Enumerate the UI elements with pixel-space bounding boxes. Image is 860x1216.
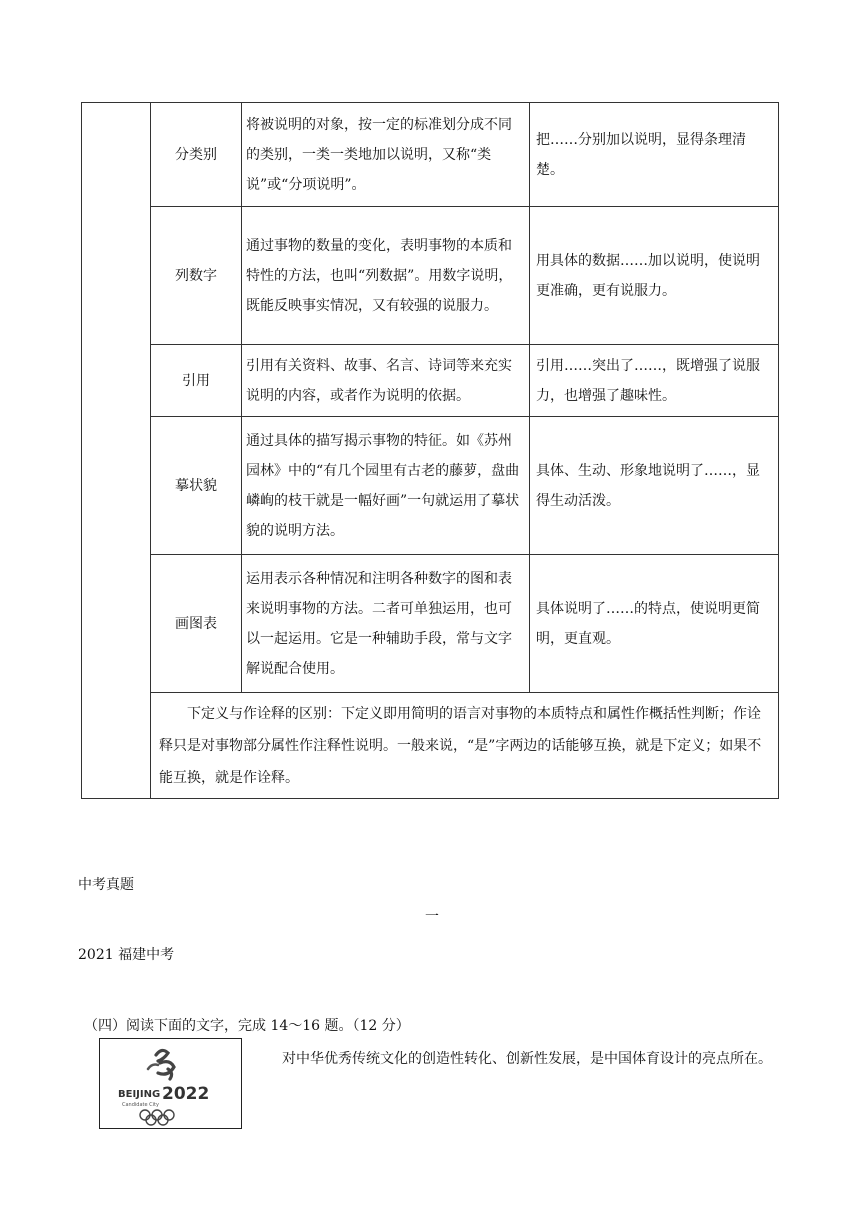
method-description: 运用表示各种情况和注明各种数字的图和表来说明事物的方法。二者可单独运用，也可以一起运用。它是一种辅助手段，常与文字解说配合使用。 bbox=[242, 555, 530, 693]
explanation-methods-table bbox=[81, 102, 779, 799]
table-row bbox=[82, 345, 779, 417]
reading-passage: 对中华优秀传统文化的创造性转化、创新性发展，是中国体育设计的亮点所在。 bbox=[282, 1051, 772, 1067]
method-effect: 引用……突出了……，既增强了说服力，也增强了趣味性。 bbox=[530, 345, 779, 417]
method-description: 通过事物的数量的变化，表明事物的本质和特性的方法，也叫“列数据”。用数字说明，既能反映事实情况，又有较强的说服力。 bbox=[242, 207, 530, 345]
method-name: 摹状貌 bbox=[151, 417, 242, 555]
method-name: 画图表 bbox=[151, 555, 242, 693]
logo-year-text: 2022 bbox=[162, 1084, 210, 1104]
section-heading: 中考真题 bbox=[78, 877, 134, 893]
logo-graphic bbox=[100, 1039, 241, 1128]
method-effect: 具体、生动、形象地说明了……，显得生动活泼。 bbox=[530, 417, 779, 555]
table-row bbox=[82, 207, 779, 345]
olympic-rings-icon bbox=[140, 1110, 174, 1125]
method-effect: 把……分别加以说明，显得条理清楚。 bbox=[530, 103, 779, 207]
method-description: 通过具体的描写揭示事物的特征。如《苏州园林》中的“有几个园里有古老的藤萝，盘曲嶙峋的枝干就是一幅好画”一句就运用了摹状貌的说明方法。 bbox=[242, 417, 530, 555]
method-name: 列数字 bbox=[151, 207, 242, 345]
method-name: 引用 bbox=[151, 345, 242, 417]
method-description: 将被说明的对象，按一定的标准划分成不同的类别，一类一类地加以说明，又称“类说”或“分项说明”。 bbox=[242, 103, 530, 207]
definition-note: 下定义与作诠释的区别：下定义即用简明的语言对事物的本质特点和属性作概括性判断；作诠释只是对事物部分属性作注释性说明。一般来说，“是”字两边的话能够互换，就是下定义；如果不能互换，就是作诠释。 bbox=[151, 693, 779, 799]
table-row bbox=[82, 417, 779, 555]
category-cell bbox=[82, 103, 151, 799]
section-number: 一 bbox=[425, 909, 439, 925]
method-effect: 用具体的数据……加以说明，使说明更准确，更有说服力。 bbox=[530, 207, 779, 345]
beijing-2022-logo bbox=[99, 1038, 242, 1129]
question-instruction: （四）阅读下面的文字，完成 14～16 题。（12 分） bbox=[84, 1018, 410, 1034]
logo-subtext: Candidate City bbox=[122, 1102, 159, 1108]
table-row bbox=[82, 693, 779, 799]
exam-title: 2021 福建中考 bbox=[78, 947, 175, 963]
method-description: 引用有关资料、故事、名言、诗词等来充实说明的内容，或者作为说明的依据。 bbox=[242, 345, 530, 417]
table-row bbox=[82, 103, 779, 207]
table-row bbox=[82, 555, 779, 693]
method-name: 分类别 bbox=[151, 103, 242, 207]
method-effect: 具体说明了……的特点，使说明更简明，更直观。 bbox=[530, 555, 779, 693]
logo-city-text: BEIJING bbox=[118, 1089, 161, 1100]
